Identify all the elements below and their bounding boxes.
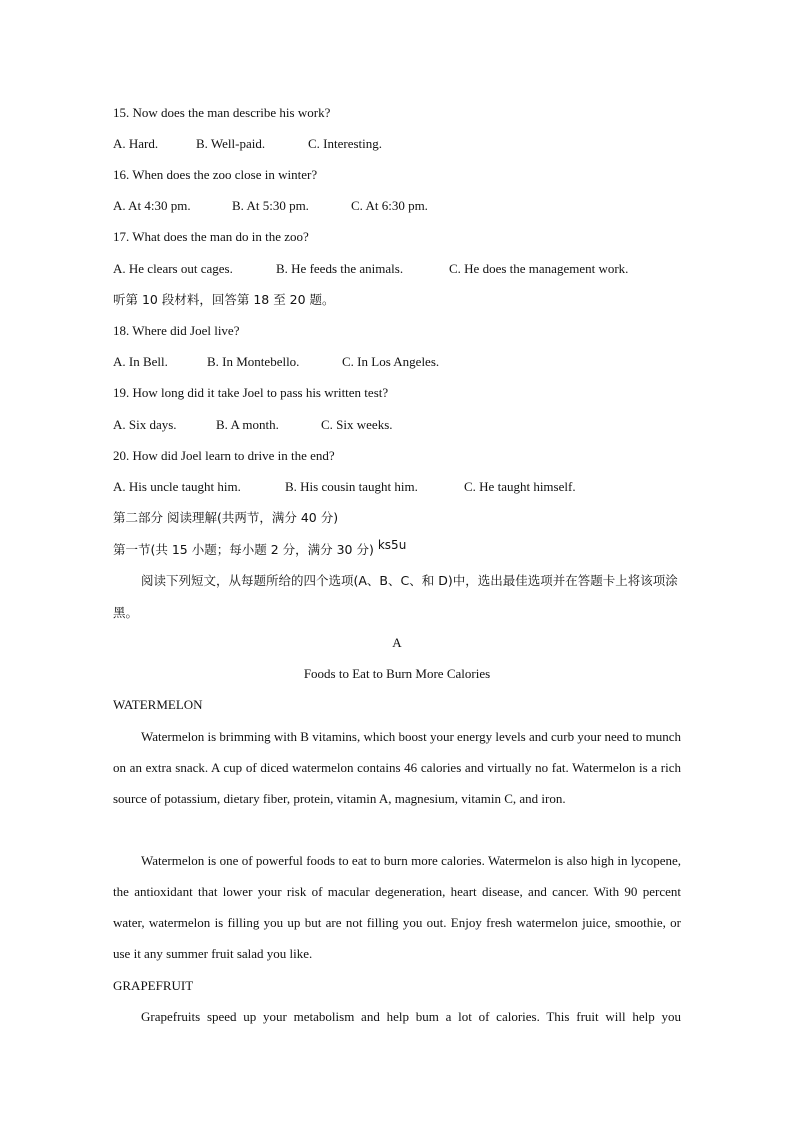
passage-title: Foods to Eat to Burn More Calories — [303, 666, 491, 681]
paragraph — [113, 845, 681, 969]
option-c: C. He taught himself. — [464, 479, 576, 494]
option-c: C. In Los Angeles. — [342, 354, 440, 369]
option-b: B. In Montebello. — [207, 354, 300, 369]
option-b: B. A month. — [216, 417, 279, 432]
section-heading: GRAPEFRUIT — [113, 978, 194, 993]
option-c: C. Six weeks. — [321, 417, 393, 432]
option-b: B. He feeds the animals. — [276, 261, 404, 276]
paragraph-text: Watermelon is one of powerful foods to eat to burn more calories. Watermelon is also high in lycopene, the antioxidant that lower your risk of macular degeneration, heart disease, and cancer. With 90 percent water, watermelon is filling you up but are not filling you out. Enjoy fresh watermelon juice, smoothie, or use it any summer fruit salad you like. — [113, 853, 681, 961]
section-one-heading-row — [113, 538, 407, 559]
paragraph — [113, 721, 681, 814]
option-a: A. His uncle taught him. — [113, 479, 241, 494]
option-a: A. Six days. — [113, 417, 177, 432]
question-stem: 18. Where did Joel live? — [113, 323, 240, 338]
question-stem: 19. How long did it take Joel to pass his written test? — [113, 385, 389, 400]
paragraph-text: Grapefruits speed up your metabolism and help bum a lot of calories. This fruit will help you — [141, 1009, 681, 1024]
part-two-heading: 第二部分 阅读理解(共两节，满分 40 分) — [113, 510, 339, 525]
passage-label: A — [392, 635, 402, 650]
option-a: A. He clears out cages. — [113, 261, 233, 276]
option-b: B. At 5:30 pm. — [232, 198, 309, 213]
question-stem: 16. When does the zoo close in winter? — [113, 167, 318, 182]
paragraph-text: Watermelon is brimming with B vitamins, which boost your energy levels and curb your need to munch on an extra snack. A cup of diced watermelon contains 46 calories and virtually no fat. Watermelon is a rich source of potassium, dietary fiber, protein, vitamin A, magnesium, vitamin C, and iron. — [113, 729, 681, 806]
question-stem: 17. What does the man do in the zoo? — [113, 229, 309, 244]
option-b: B. Well-paid. — [196, 136, 266, 151]
option-c: C. At 6:30 pm. — [351, 198, 428, 213]
question-stem: 20. How did Joel learn to drive in the end? — [113, 448, 335, 463]
paragraph — [113, 1001, 681, 1032]
option-a: A. At 4:30 pm. — [113, 198, 191, 213]
section-heading: WATERMELON — [113, 697, 203, 712]
listening-material-instruction: 听第 10 段材料，回答第 18 至 20 题。 — [113, 292, 335, 307]
option-a: A. Hard. — [113, 136, 159, 151]
reading-instruction: 阅读下列短文，从每题所给的四个选项(A、B、C、和 D)中，选出最佳选项并在答题卡上将该项涂黑。 — [113, 573, 678, 620]
option-b: B. His cousin taught him. — [285, 479, 418, 494]
section-one-heading: 第一节(共 15 小题；每小题 2 分，满分 30 分) — [113, 542, 374, 557]
watermark-text: ks5u — [377, 538, 407, 552]
option-c: C. He does the management work. — [449, 261, 629, 276]
question-stem: 15. Now does the man describe his work? — [113, 105, 331, 120]
option-a: A. In Bell. — [113, 354, 168, 369]
option-c: C. Interesting. — [308, 136, 383, 151]
